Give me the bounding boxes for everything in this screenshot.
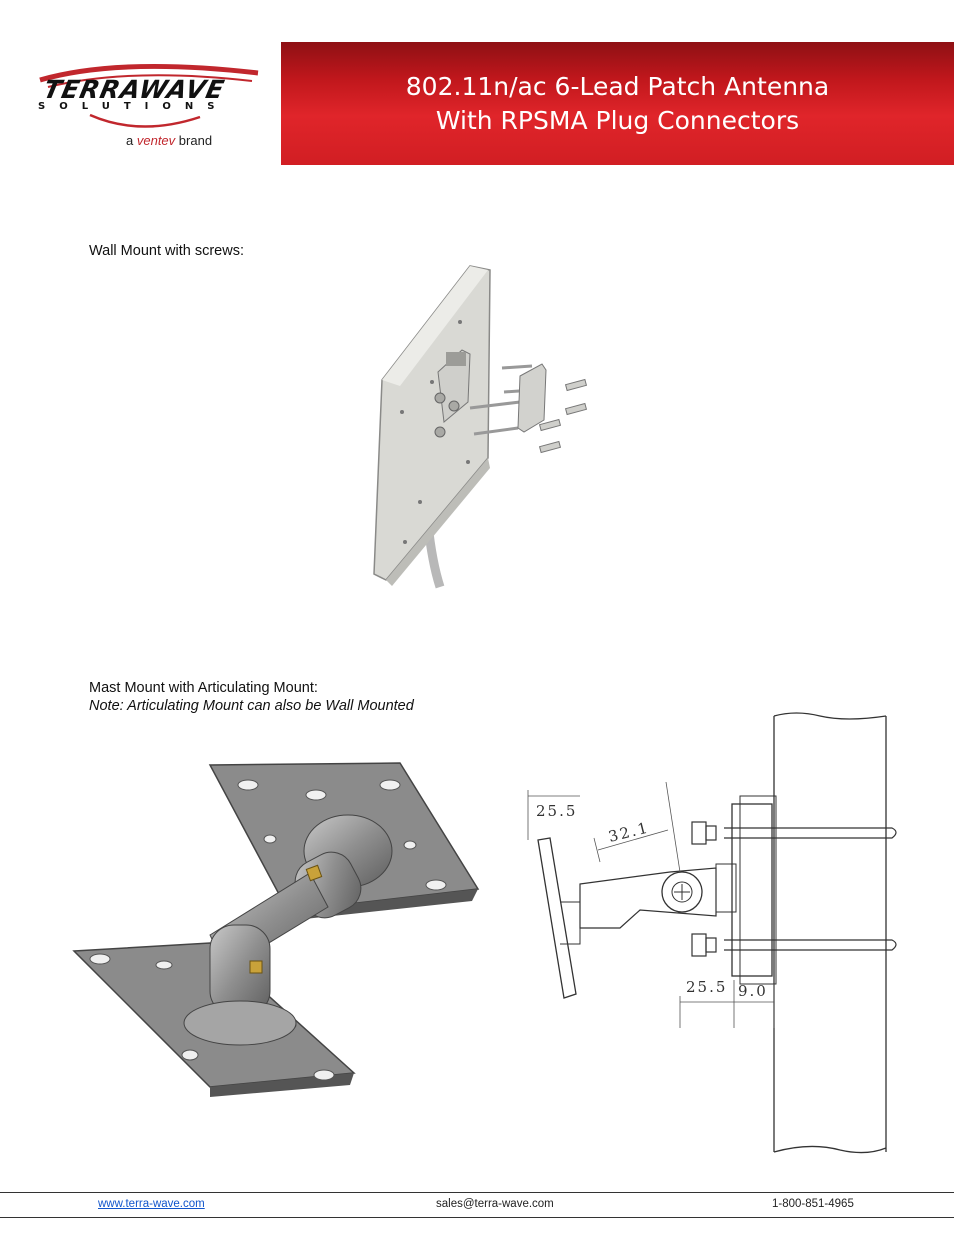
- mast-mount-dimension-drawing: [520, 712, 940, 1160]
- logo-brand-line: a ventev brand: [126, 133, 213, 148]
- articulating-mount-illustration: [60, 755, 490, 1100]
- dimension-label-1: 25.5: [536, 802, 578, 820]
- mast-mount-note: Note: Articulating Mount can also be Wall Mounted: [89, 698, 414, 714]
- wall-mount-illustration: [360, 262, 660, 592]
- header-banner: [281, 42, 954, 165]
- header-title-line1: 802.11n/ac 6-Lead Patch Antenna: [405, 71, 830, 101]
- footer-email: sales@terra-wave.com: [436, 1198, 554, 1210]
- wall-mount-caption: Wall Mount with screws:: [89, 243, 244, 259]
- mast-mount-caption: Mast Mount with Articulating Mount:: [89, 680, 318, 696]
- header-title-line2: With RPSMA Plug Connectors: [435, 105, 800, 135]
- logo-wordmark: TERRAWAVE: [40, 75, 228, 104]
- footer-divider-bottom: [0, 1217, 954, 1218]
- dimension-label-2: 32.1: [606, 818, 652, 846]
- footer-phone: 1-800-851-4965: [772, 1198, 854, 1210]
- logo-brand-name: ventev: [136, 133, 176, 148]
- footer-website-link[interactable]: www.terra-wave.com: [98, 1198, 205, 1210]
- company-logo: [30, 55, 270, 155]
- dimension-label-3: 25.5: [686, 978, 728, 996]
- logo-subtitle: SOLUTIONS: [38, 101, 229, 112]
- dimension-label-4: 9.0: [738, 982, 768, 1000]
- footer-divider-top: [0, 1192, 954, 1193]
